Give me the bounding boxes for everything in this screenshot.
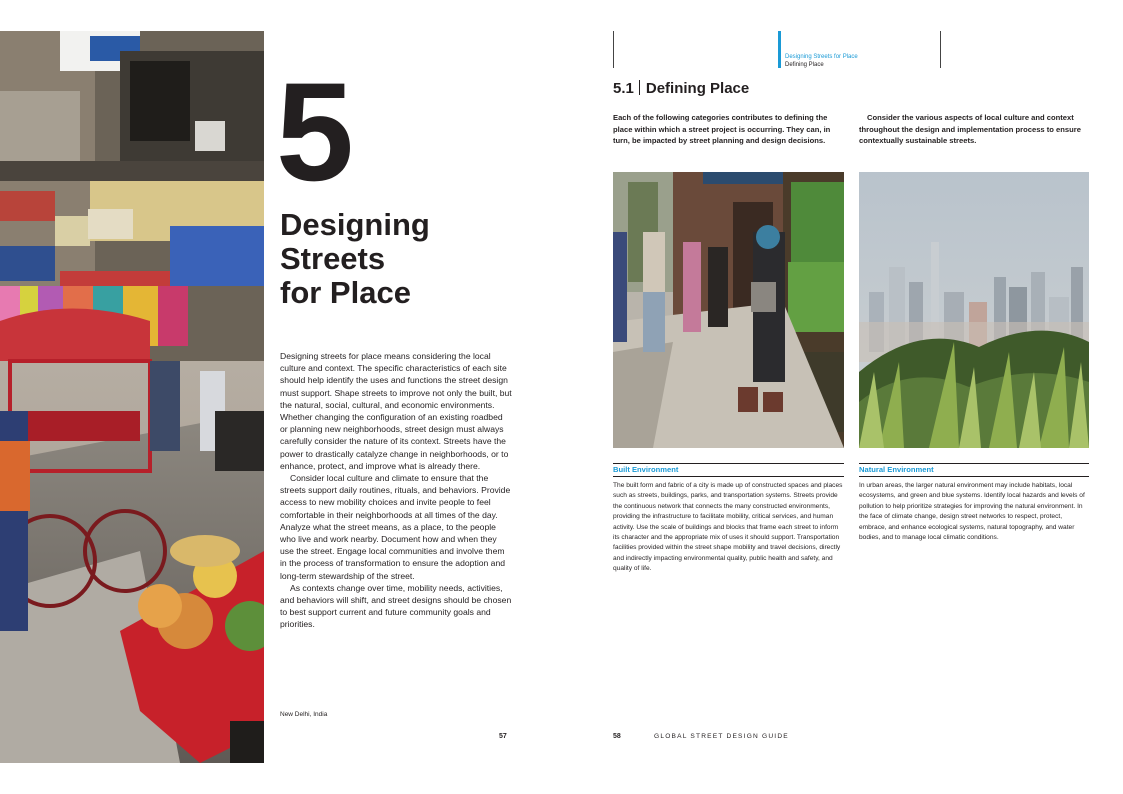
intro-paragraph: Designing streets for place means considering the local culture and context. The specific characteristics of each site should help identify the uses and functions the street design must support. Shape streets to improve not only the built, but the natural, social, cultural, and economic environments. Whether changing the configuration of an existing roadbed or planning new neighborhoods, street design must always carefully consider the nature of its context. Streets have the power to drastically catalyze change in neighborhoods, or to enhance, protect, and improve what is already there. (280, 351, 512, 471)
natural-environment-text: In urban areas, the larger natural environment may include habitats, local ecosystems, and green and blue systems. Identify local hazards and levels of pollution to help prioritize strategies for improving the natural environment. In the face of climate change, design street networks to respect, protect, embrace, and enhance ecological systems, natural topography, and water bodies, and to manage local climatic conditions. (859, 482, 1085, 542)
chapter-intro (280, 350, 512, 631)
natural-environment-photo (859, 172, 1089, 448)
built-environment-heading: Built Environment (613, 463, 844, 477)
header-divider (940, 31, 941, 68)
lead-paragraph-left: Each of the following categories contributes to defining the place within which a street project is occurring. They can, in turn, be impacted by street planning and design decisions. (613, 113, 831, 146)
new-delhi-street-photo (0, 31, 264, 763)
city-and-vegetation-illustration (859, 172, 1089, 448)
chapter-number: 5 (276, 53, 348, 210)
intro-paragraph: Consider local culture and climate to ensure that the streets support daily routines, rituals, and behaviors. Provide access to new mobility choices and invite people to feel comfortable in their neighborhoods at all times of the day. Analyze what the street means, as a place, to the people who live and work nearby. Document how and when they use the street. Engage local communities and involve them in the process of transformation to ensure the adoption and long-term stewardship of the street. (280, 473, 511, 581)
chapter-title (280, 208, 480, 310)
sidewalk-scene-illustration (613, 172, 844, 448)
section-heading (613, 80, 749, 97)
photo-caption: New Delhi, India (280, 711, 328, 718)
header-accent-bar (778, 31, 781, 68)
section-title: Defining Place (645, 80, 750, 97)
built-environment-text: The built form and fabric of a city is made up of constructed spaces and places such as streets, buildings, parks, and transportation systems. Streets provide the continuous network that connects the many constructed environments, providing the infrastructure to facilitate mobility, critical services, and human activity. Use the scale of buildings and blocks that frame each street to inform its character and the appropriate mix of uses it should support. Transportation facilities provided within the street shape mobility and travel decisions, directly and indirectly impacting environmental quality, public health and safety, and quality of life. (613, 482, 843, 573)
running-header-chapter: Designing Streets for Place (785, 54, 858, 60)
running-footer: GLOBAL STREET DESIGN GUIDE (654, 733, 789, 740)
section-separator (639, 80, 640, 95)
running-header-section: Defining Place (785, 62, 824, 68)
chapter-title-line: Streets (280, 241, 386, 276)
street-scene-illustration (0, 31, 264, 763)
header-divider (613, 31, 614, 68)
natural-environment-heading: Natural Environment (859, 463, 1089, 477)
page-number-left: 57 (499, 733, 507, 740)
intro-paragraph: As contexts change over time, mobility needs, activities, and behaviors will shift, and street designs should be chosen to best support current and future community goals and priorities. (280, 582, 512, 630)
page-number-right: 58 (613, 733, 621, 740)
lead-paragraph-right: Consider the various aspects of local culture and context throughout the design and implementation process to ensure contextually sustainable streets. (859, 113, 1081, 146)
chapter-title-line: Designing (280, 207, 430, 242)
section-number: 5.1 (613, 80, 634, 97)
built-environment-photo (613, 172, 844, 448)
chapter-title-line: for Place (280, 275, 411, 310)
